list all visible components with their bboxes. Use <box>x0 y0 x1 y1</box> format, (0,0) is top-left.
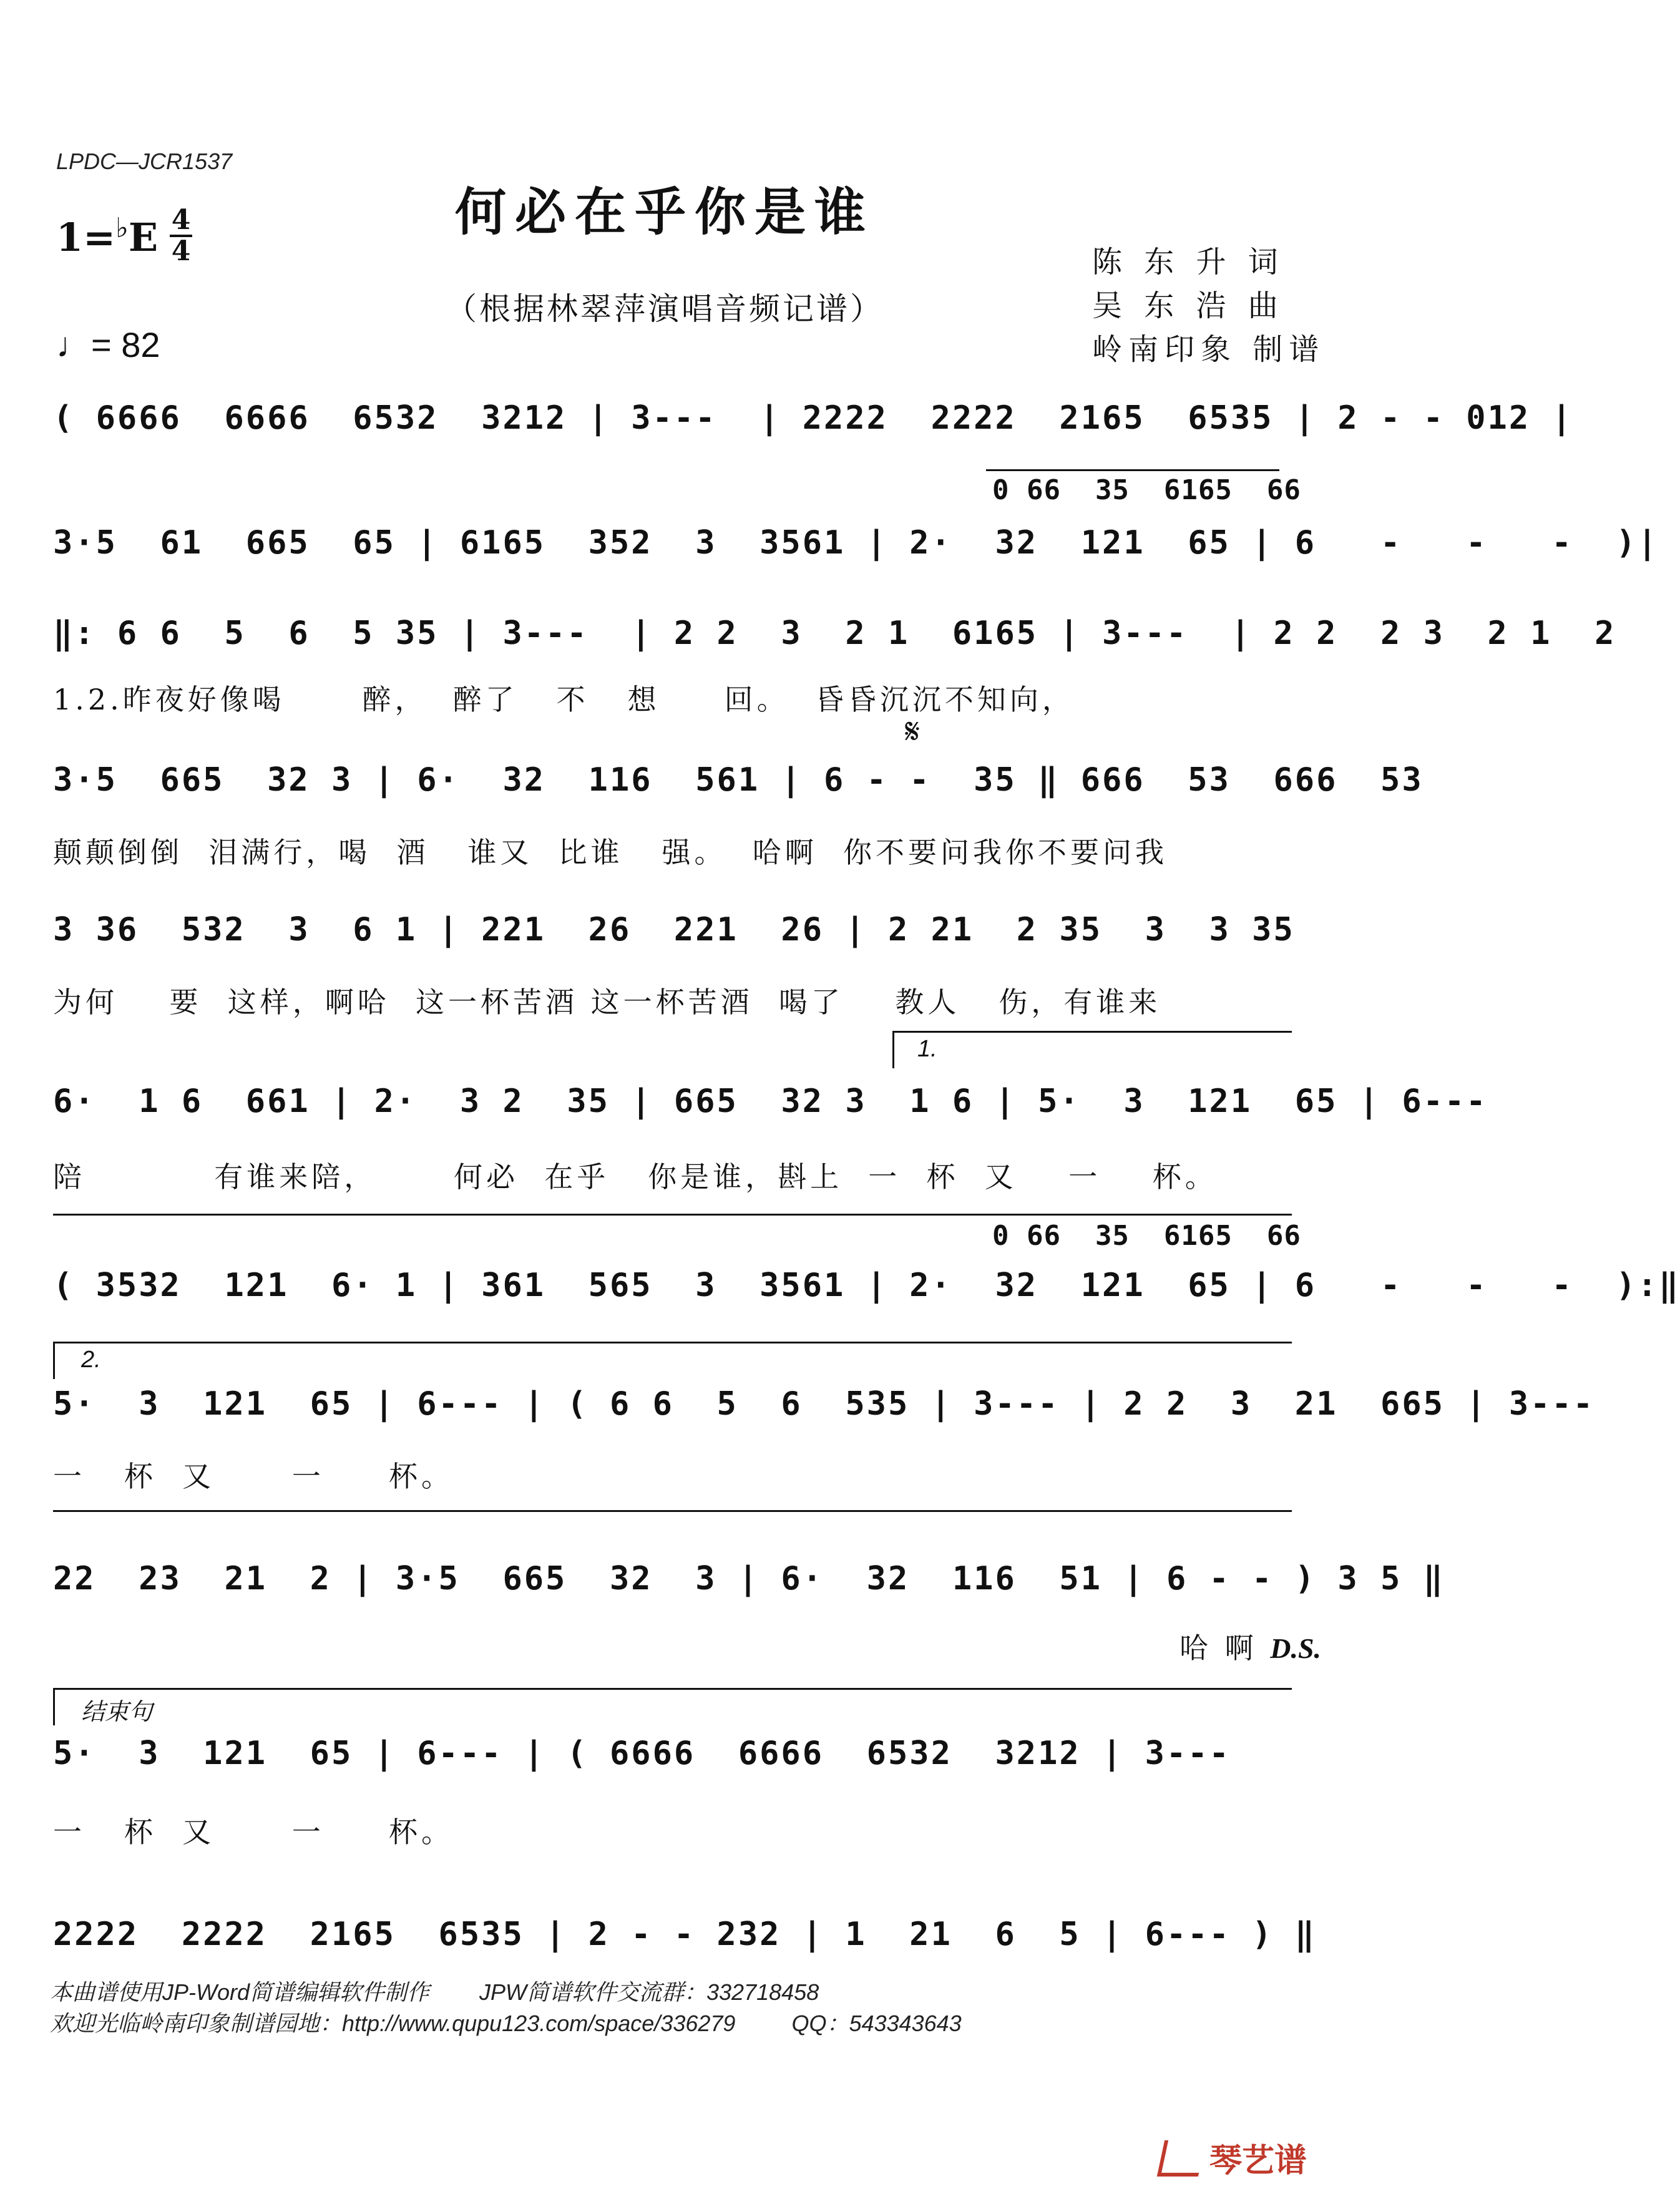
interlude-top-line <box>53 1214 1292 1216</box>
segno-sign: 𝄋 <box>905 711 921 752</box>
score-row-2-upper: 0 66 35 6165 66 <box>992 474 1301 506</box>
lyric-row-1: 1.2.昨夜好像喝 醉， 醉了 不 想 回。 昏昏沉沉不知向， <box>53 683 1075 716</box>
lyric-row-4: 陪 有谁来陪， 何必 在乎 你是谁，斟上 一 杯 又 一 杯。 <box>53 1160 1218 1194</box>
song-title: 何必在乎你是谁 <box>454 182 874 242</box>
meter-top: 4 <box>171 204 191 236</box>
key-signature <box>56 212 158 260</box>
footer-line-1: 本曲谱使用JP-Word简谱编辑软件制作 JPW简谱软件交流群：332718458 <box>50 1979 819 2005</box>
bridge-top-line <box>53 1510 1292 1512</box>
lyricist-credit: 陈 东 升 词 <box>1092 245 1284 280</box>
score-code: LPDC—JCR1537 <box>56 149 233 174</box>
score-row-9: 22 23 21 2 | 3·5 665 32 3 | 6· 32 116 51 | 6 - - ) 3 5 ‖ <box>53 1560 1445 1597</box>
time-signature <box>170 206 192 266</box>
ending-1-bracket-line <box>892 1031 1292 1033</box>
logo-mark-icon <box>1157 2140 1206 2177</box>
ds-marking <box>1179 1626 1321 1667</box>
ending-1-label: 1. <box>917 1036 937 1062</box>
key-note: E <box>128 215 159 260</box>
lyric-row-2: 颠颠倒倒 泪满行，喝 酒 谁又 比谁 强。 哈啊 你不要问我你不要问我 <box>53 836 1168 869</box>
ending-2-bracket-side <box>53 1342 55 1379</box>
score-row-7: ( 3532 121 6· 1 | 361 565 3 3561 | 2· 32 121 65 | 6 - - - ):‖ <box>53 1267 1680 1304</box>
lyric-row-5: 一 杯 又 一 杯。 <box>53 1460 454 1493</box>
lyric-row-6: 一 杯 又 一 杯。 <box>53 1815 454 1849</box>
ending-2-label: 2. <box>81 1347 101 1373</box>
ending-2-bracket-line <box>53 1342 1292 1343</box>
ds-label: D.S. <box>1270 1632 1322 1664</box>
score-row-10: 5· 3 121 65 | 6--- | ( 6666 6666 6532 3212 | 3--- <box>53 1735 1231 1772</box>
composer-credit: 吴 东 浩 曲 <box>1092 288 1284 323</box>
site-logo <box>1161 2134 1307 2181</box>
lyric-row-3: 为何 要 这样，啊哈 这一杯苦酒 这一杯苦酒 喝了 教人 伤，有谁来 <box>53 985 1161 1019</box>
upper-voice-bracket <box>986 469 1279 471</box>
song-subtitle: （根据林翠萍演唱音频记谱） <box>446 291 884 327</box>
score-row-8: 5· 3 121 65 | 6--- | ( 6 6 5 6 535 | 3--- | 2 2 3 21 665 | 3--- <box>53 1385 1595 1423</box>
flat-sign: ♭ <box>115 212 129 244</box>
arranger-credit: 岭南印象 制谱 <box>1092 332 1326 367</box>
coda-bracket-line <box>53 1688 1292 1690</box>
tempo-marking: ♩= 82 <box>56 325 160 364</box>
score-row-4: 3·5 665 32 3 | 6· 32 116 561 | 6 - - 35 ‖ 666 53 666 53 <box>53 761 1424 799</box>
ds-lyric: 哈 啊 <box>1179 1631 1271 1665</box>
score-row-11: 2222 2222 2165 6535 | 2 - - 232 | 1 21 6 5 | 6--- ) ‖ <box>53 1916 1317 1953</box>
logo-text: 琴艺谱 <box>1209 2142 1307 2180</box>
ending-1-bracket-side <box>892 1031 894 1068</box>
credits <box>1092 240 1325 371</box>
meter-bottom: 4 <box>171 235 191 267</box>
footer-line-2: 欢迎光临岭南印象制谱园地：http://www.qupu123.com/space/336279 QQ：543343643 <box>50 2011 962 2036</box>
score-row-7-upper: 0 66 35 6165 66 <box>992 1220 1301 1252</box>
key-prefix: 1= <box>56 215 116 260</box>
score-row-6: 6· 1 6 661 | 2· 3 2 35 | 665 32 3 1 6 | 5· 3 121 65 | 6--- <box>53 1083 1488 1120</box>
score-row-5: 3 36 532 3 6 1 | 221 26 221 26 | 2 21 2 35 3 3 35 <box>53 911 1295 948</box>
score-row-1: ( 6666 6666 6532 3212 | 3--- | 2222 2222 2165 6535 | 2 - - 012 | <box>53 399 1573 437</box>
score-row-2: 3·5 61 665 65 | 6165 352 3 3561 | 2· 32 121 65 | 6 - - - )| <box>53 524 1659 562</box>
score-row-3: ‖: 6 6 5 6 5 35 | 3--- | 2 2 3 2 1 6165 | 3--- | 2 2 2 3 2 1 2 <box>53 615 1616 652</box>
coda-label: 结束句 <box>81 1699 153 1725</box>
coda-bracket-side <box>53 1688 55 1725</box>
